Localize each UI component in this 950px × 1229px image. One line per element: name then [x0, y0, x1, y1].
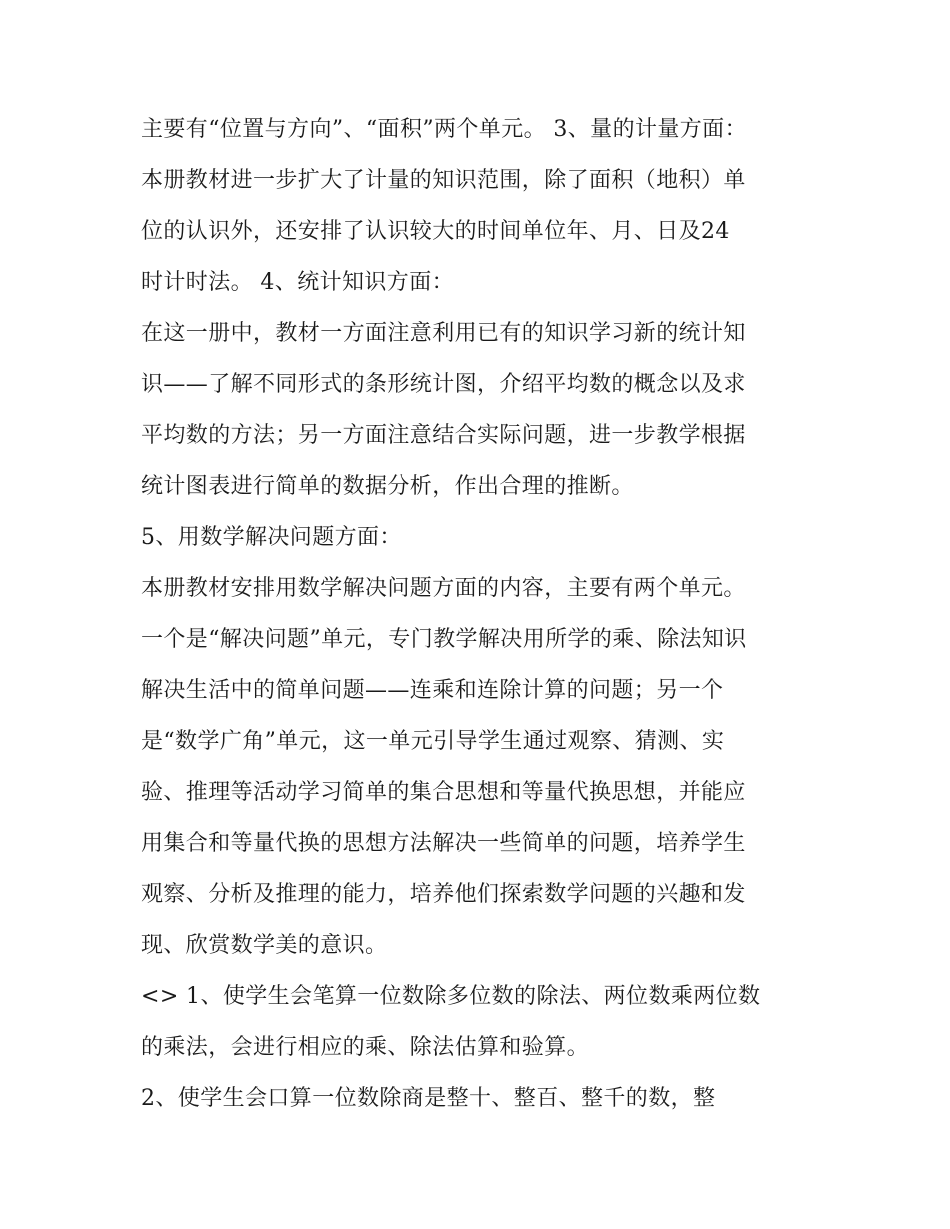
- text-line: 本册教材进一步扩大了计量的知识范围，除了面积（地积）单: [141, 168, 746, 193]
- text-line: 现、欣赏数学美的意识。: [141, 933, 388, 958]
- text-line: 识——了解不同形式的条形统计图，介绍平均数的概念以及求: [141, 372, 746, 397]
- text-line: 本册教材安排用数学解决问题方面的内容，主要有两个单元。: [141, 576, 746, 601]
- body-text: [141, 108, 821, 1128]
- text-line: 的乘法，会进行相应的乘、除法估算和验算。: [141, 1035, 590, 1060]
- text-line: 观察、分析及推理的能力，培养他们探索数学问题的兴趣和发: [141, 882, 746, 907]
- text-line: 主要有“位置与方向”、“面积”两个单元。 3、量的计量方面：: [141, 117, 747, 142]
- text-line: <> 1、使学生会笔算一位数除多位数的除法、两位数乘两位数: [141, 984, 761, 1009]
- text-line: 5、用数学解决问题方面：: [141, 525, 402, 550]
- text-line: 一个是“解决问题”单元，专门教学解决用所学的乘、除法知识: [141, 627, 747, 652]
- text-line: 2、使学生会口算一位数除商是整十、整百、整千的数，整: [141, 1086, 716, 1111]
- text-line: 验、推理等活动学习简单的集合思想和等量代换思想，并能应: [141, 780, 746, 805]
- text-line: 在这一册中，教材一方面注意利用已有的知识学习新的统计知: [141, 321, 746, 346]
- text-line: 位的认识外，还安排了认识较大的时间单位年、月、日及24: [141, 219, 730, 244]
- text-line: 是“数学广角”单元，这一单元引导学生通过观察、猜测、实: [141, 729, 725, 754]
- text-line: 统计图表进行简单的数据分析，作出合理的推断。: [141, 474, 634, 499]
- text-line: 用集合和等量代换的思想方法解决一些简单的问题，培养学生: [141, 831, 746, 856]
- text-line: 解决生活中的简单问题——连乘和连除计算的问题；另一个: [141, 678, 724, 703]
- text-line: 平均数的方法；另一方面注意结合实际问题，进一步教学根据: [141, 423, 746, 448]
- text-line: 时计时法。 4、统计知识方面：: [141, 270, 454, 295]
